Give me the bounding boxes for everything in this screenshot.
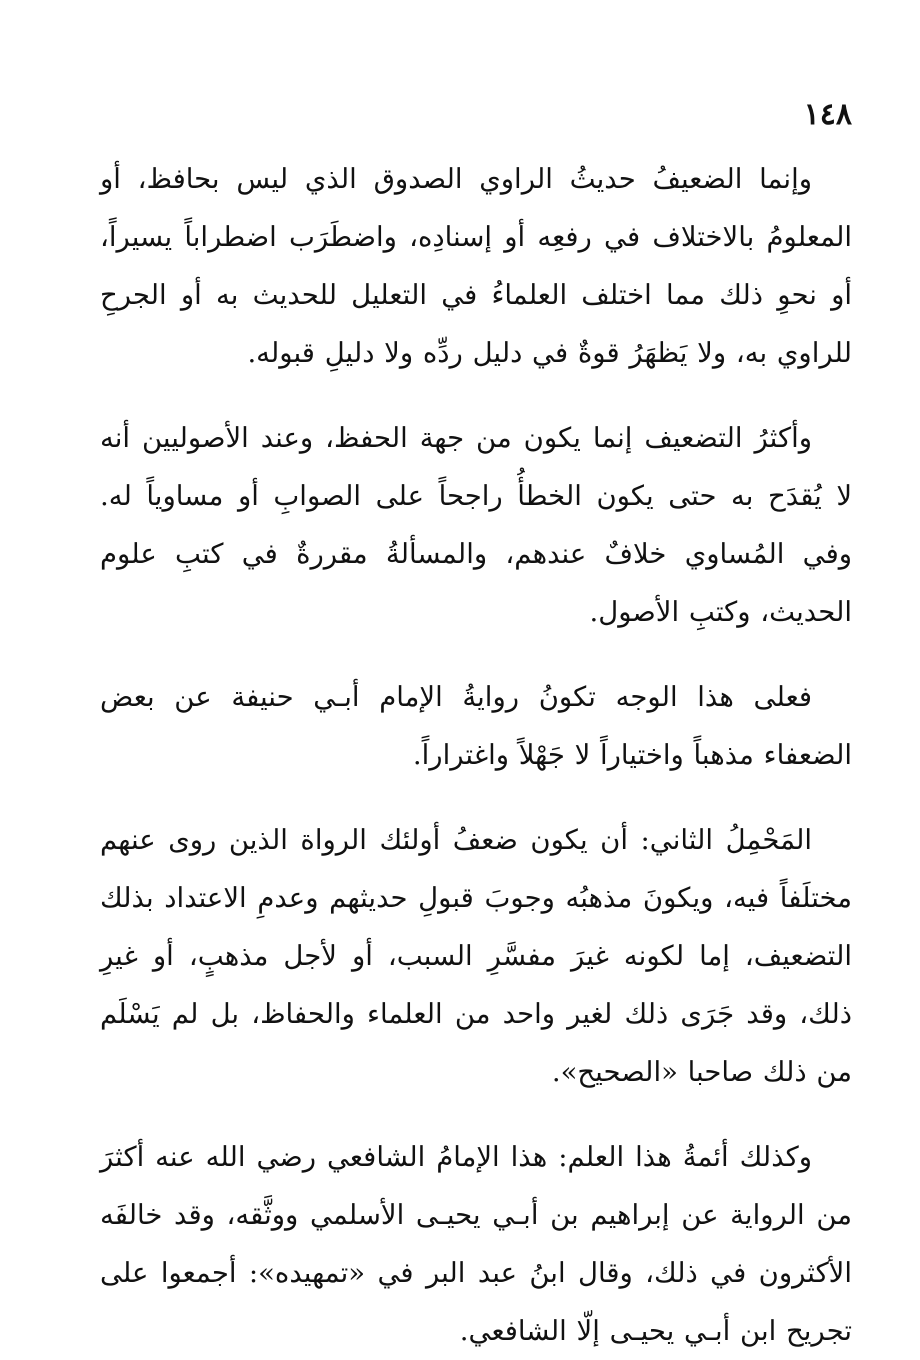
paragraph-4: المَحْمِلُ الثاني: أن يكون ضعفُ أولئك الرواة الذين روى عنهم مختلَفاً فيه، ويكونَ مذهبُه وجوبَ قبولِ حديثهم وعدمِ الاعتداد بذلك التضعيف، إما لكونه غيرَ مفسَّرِ السبب، أو لأجل مذهبٍ، أو غيرِ ذلك، وقد جَرَى ذلك لغير واحد من العلماء والحفاظ، بل لم يَسْلَم من ذلك صاحبا «الصحيح». xyxy=(100,824,852,1088)
paragraph-2: وأكثرُ التضعيف إنما يكون من جهة الحفظ، وعند الأصوليين أنه لا يُقدَح به حتى يكون الخطأُ راجحاً على الصوابِ أو مساوياً له. وفي المُساوي خلافٌ عندهم، والمسألةُ مقررةٌ في كتبِ علوم الحديث، وكتبِ الأصول. xyxy=(100,422,852,628)
paragraph-5: وكذلك أئمةُ هذا العلم: هذا الإمامُ الشافعي رضي الله عنه أكثرَ من الرواية عن إبراهيم بن أبـي يحيـى الأسلمي ووثَّقه، وقد خالفَه الأكثرون في ذلك، وقال ابنُ عبد البر في «تمهيده»: أجمعوا على تجريح ابن أبـي يحيـى إلّا الشافعي. xyxy=(100,1141,852,1347)
page-number: ١٤٨ xyxy=(803,97,852,132)
paragraph-3: فعلى هذا الوجه تكونُ روايةُ الإمام أبـي حنيفة عن بعض الضعفاء مذهباً واختياراً لا جَهْلاً واغتراراً. xyxy=(100,681,852,771)
paragraph-1: وإنما الضعيفُ حديثُ الراوي الصدوق الذي ليس بحافظ، أو المعلومُ بالاختلاف في رفعِه أو إسنادِه، واضطَرَب اضطراباً يسيراً، أو نحوِ ذلك مما اختلف العلماءُ في التعليل للحديث به أو الجرحِ للراوي به، ولا يَظهَرُ قوةٌ في دليل ردِّه ولا دليلِ قبوله. xyxy=(100,163,852,369)
page-body xyxy=(100,150,852,1360)
